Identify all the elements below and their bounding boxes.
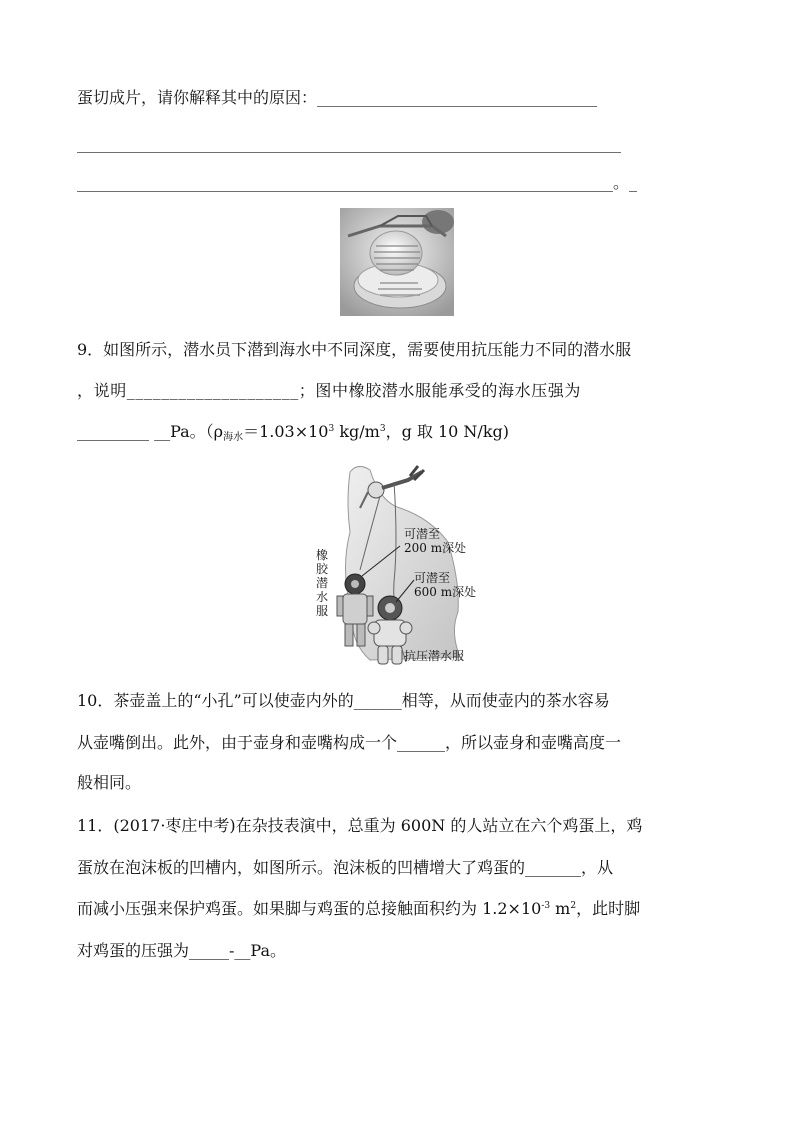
q8-line-1: 蛋切成片，请你解释其中的原因：___________________________________ — [77, 88, 598, 107]
divers-figure — [310, 462, 480, 672]
q9-line-1: 9．如图所示，潜水员下潜到海水中不同深度，需要使用抗压能力不同的潜水服 — [77, 340, 632, 359]
q11-line-4: 对鸡蛋的压强为_____-__Pa。 — [77, 941, 286, 960]
q11-line-3-part-a: 而减小压强来保护鸡蛋。如果脚与鸡蛋的总接触面积约为 1.2×10 — [77, 899, 542, 918]
q9-exponent: 3 — [328, 424, 335, 434]
pressure-diving-suit-label: 抗压潜水服 — [404, 649, 465, 663]
q9-line-3-part-c: kg/m — [334, 422, 380, 441]
depth-200m-label-line-2: 200 m深处 — [404, 541, 467, 555]
q11-unit-exponent: 2 — [570, 901, 577, 911]
rubber-diving-suit-label: 橡胶潜水服 — [316, 548, 329, 618]
q11-line-3-part-b: m — [550, 899, 571, 918]
q9-unit-exponent: 3 — [379, 424, 386, 434]
depth-600m-label-line-1: 可潜至 — [414, 571, 451, 585]
q9-line-3-part-a: _________ __Pa。（ρ — [77, 422, 224, 441]
q10-line-1: 10．茶壶盖上的“小孔”可以使壶内外的______相等，从而使壶内的茶水容易 — [77, 691, 610, 710]
q11-line-3-part-c: ，此时脚 — [576, 899, 641, 918]
q9-rho-subscript: 海水 — [223, 432, 244, 443]
depth-600m-label-line-2: 600 m深处 — [414, 585, 477, 599]
q9-line-3-part-d: ，g 取 10 N/kg) — [385, 422, 509, 441]
q8-answer-blank-line-3: ___________________________________________________________________。_ — [77, 173, 637, 192]
q10-line-2: 从壶嘴倒出。此外，由于壶身和壶嘴构成一个______，所以壶身和壶嘴高度一 — [77, 733, 622, 752]
egg-slicer-figure — [340, 208, 454, 316]
q8-answer-blank-line-2: ____________________________________________________________________ — [77, 134, 621, 153]
egg-slicer-image — [340, 208, 454, 316]
q11-line-2: 蛋放在泡沫板的凹槽内，如图所示。泡沫板的凹槽增大了鸡蛋的_______，从 — [77, 858, 614, 877]
q9-line-3 — [77, 421, 727, 446]
q9-line-3-part-b: ＝1.03×10 — [243, 422, 329, 441]
q10-line-3: 般相同。 — [77, 773, 142, 792]
q11-line-1: 11．(2017·枣庄中考)在杂技表演中，总重为 600N 的人站立在六个鸡蛋上，鸡 — [77, 816, 643, 835]
q11-area-exponent: -3 — [541, 901, 551, 911]
q9-line-2: ，说明____________________；图中橡胶潜水服能承受的海水压强为 — [77, 381, 582, 400]
q11-line-3 — [77, 898, 727, 923]
depth-200m-label-line-1: 可潜至 — [404, 527, 441, 541]
divers-image — [310, 462, 480, 672]
